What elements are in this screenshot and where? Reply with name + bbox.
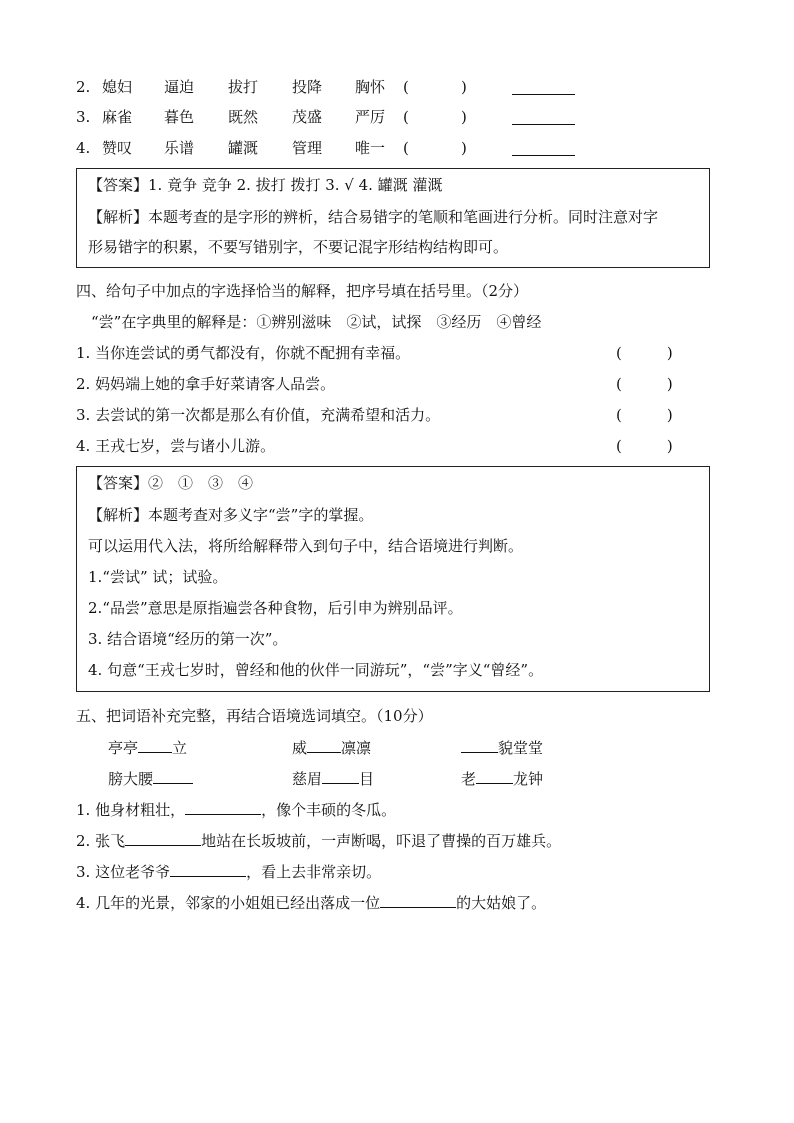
answer-parens[interactable]: ( ) — [616, 406, 673, 424]
word: 暮色 — [164, 108, 195, 126]
sentence-blank[interactable] — [125, 830, 201, 846]
idiom-part: 亭亭 — [108, 739, 139, 757]
idiom-blank[interactable] — [461, 737, 498, 753]
word: 茂盛 — [292, 108, 323, 126]
word: 媳妇 — [102, 78, 133, 96]
idiom-part: 立 — [172, 739, 188, 757]
idiom-part: 凛凛 — [341, 739, 372, 757]
answer-blank[interactable] — [512, 108, 575, 125]
section-4-heading: 四、给句子中加点的字选择恰当的解释，把序号填在括号里。（2分） — [76, 282, 529, 300]
sentence-part: 的大姑娘了。 — [456, 894, 547, 912]
answer-box-2 — [76, 466, 710, 692]
answer-text: 【答案】② ① ③ ④ — [88, 474, 254, 492]
answer-parens[interactable]: ( ) — [616, 375, 673, 393]
fill-sentence — [76, 861, 381, 882]
analysis-text: 可以运用代入法，将所给解释带入到句子中，结合语境进行判断。 — [88, 537, 524, 555]
idiom-part: 目 — [359, 770, 375, 788]
idiom-fill — [108, 737, 187, 758]
idiom-fill — [292, 737, 371, 758]
answer-text: 【答案】1. 竟争 竞争 2. 拔打 拨打 3. √ 4. 罐溉 灌溉 — [88, 176, 443, 194]
idiom-blank[interactable] — [307, 737, 341, 753]
answer-blank[interactable] — [512, 139, 575, 156]
word: 唯一 — [355, 139, 386, 157]
idiom-part: 老 — [461, 770, 477, 788]
answer-box-1 — [76, 168, 710, 268]
question-item: 3. 去尝试的第一次都是那么有价值，充满希望和活力。 — [76, 406, 441, 424]
analysis-text: 形易错字的积累，不要写错别字，不要记混字形结构结构即可。 — [88, 238, 509, 256]
idiom-fill — [461, 768, 543, 789]
question-item: 1. 当你连尝试的勇气都没有，你就不配拥有幸福。 — [76, 344, 411, 362]
word: 拔打 — [228, 78, 259, 96]
word: 逼迫 — [164, 78, 195, 96]
idiom-part: 膀大腰 — [108, 770, 154, 788]
analysis-text: 4. 句意“王戎七岁时，曾经和他的伙伴一同游玩”，“尝”字义“曾经”。 — [88, 661, 544, 679]
idiom-fill — [461, 737, 543, 758]
word: 投降 — [292, 78, 323, 96]
word: 麻雀 — [102, 108, 133, 126]
word: 管理 — [292, 139, 323, 157]
paren-left: ( — [403, 108, 409, 126]
answer-parens[interactable]: ( ) — [616, 344, 673, 362]
sentence-part: ，像个丰硕的冬瓜。 — [261, 801, 397, 819]
analysis-text: 3. 结合语境“经历的第一次”。 — [88, 630, 288, 648]
sentence-blank[interactable] — [380, 892, 456, 908]
row-number: 4. — [76, 139, 91, 157]
sentence-part: 地站在长坂坡前，一声断喝，吓退了曹操的百万雄兵。 — [201, 832, 562, 850]
sentence-part: 3. 这位老爷爷 — [76, 863, 171, 881]
sentence-blank[interactable] — [185, 799, 261, 815]
paren-left: ( — [403, 78, 409, 96]
idiom-part: 龙钟 — [513, 770, 544, 788]
idiom-fill — [292, 768, 374, 789]
fill-sentence — [76, 799, 396, 820]
row-number: 2. — [76, 78, 91, 96]
answer-blank[interactable] — [512, 78, 575, 95]
sentence-part: 1. 他身材粗壮， — [76, 801, 186, 819]
row-number: 3. — [76, 108, 91, 126]
word: 赞叹 — [102, 139, 133, 157]
idiom-blank[interactable] — [322, 768, 359, 784]
paren-right: ) — [461, 78, 467, 96]
word: 罐溉 — [228, 139, 259, 157]
idiom-part: 貌堂堂 — [498, 739, 544, 757]
idiom-blank[interactable] — [138, 737, 172, 753]
fill-sentence — [76, 892, 546, 913]
section-5-heading: 五、把词语补充完整，再结合语境选词填空。（10分） — [76, 707, 433, 725]
sentence-blank[interactable] — [170, 861, 246, 877]
idiom-fill — [108, 768, 193, 789]
paren-right: ) — [461, 139, 467, 157]
fill-sentence — [76, 830, 561, 851]
sentence-part: 4. 几年的光景，邻家的小姐姐已经出落成一位 — [76, 894, 381, 912]
paren-left: ( — [403, 139, 409, 157]
sentence-part: ，看上去非常亲切。 — [246, 863, 382, 881]
word: 严厉 — [355, 108, 386, 126]
analysis-text: 1.“尝试” 试；试验。 — [88, 568, 228, 586]
question-item: 4. 王戎七岁，尝与诸小儿游。 — [76, 437, 276, 455]
analysis-text: 【解析】本题考查的是字形的辨析，结合易错字的笔顺和笔画进行分析。同时注意对字 — [88, 208, 659, 226]
word: 既然 — [228, 108, 259, 126]
analysis-text: 【解析】本题考查对多义字“尝”字的掌握。 — [88, 506, 374, 524]
definition-line: “尝”在字典里的解释是：①辨别滋味 ②试，试探 ③经历 ④曾经 — [91, 313, 542, 331]
answer-parens[interactable]: ( ) — [616, 437, 673, 455]
question-item: 2. 妈妈端上她的拿手好菜请客人品尝。 — [76, 375, 336, 393]
word: 胸怀 — [355, 78, 386, 96]
word: 乐谱 — [164, 139, 195, 157]
idiom-blank[interactable] — [476, 768, 513, 784]
analysis-text: 2.“品尝”意思是原指遍尝各种食物，后引申为辨别品评。 — [88, 599, 463, 617]
paren-right: ) — [461, 108, 467, 126]
idiom-part: 慈眉 — [292, 770, 323, 788]
idiom-blank[interactable] — [153, 768, 193, 784]
idiom-part: 威 — [292, 739, 308, 757]
sentence-part: 2. 张飞 — [76, 832, 126, 850]
